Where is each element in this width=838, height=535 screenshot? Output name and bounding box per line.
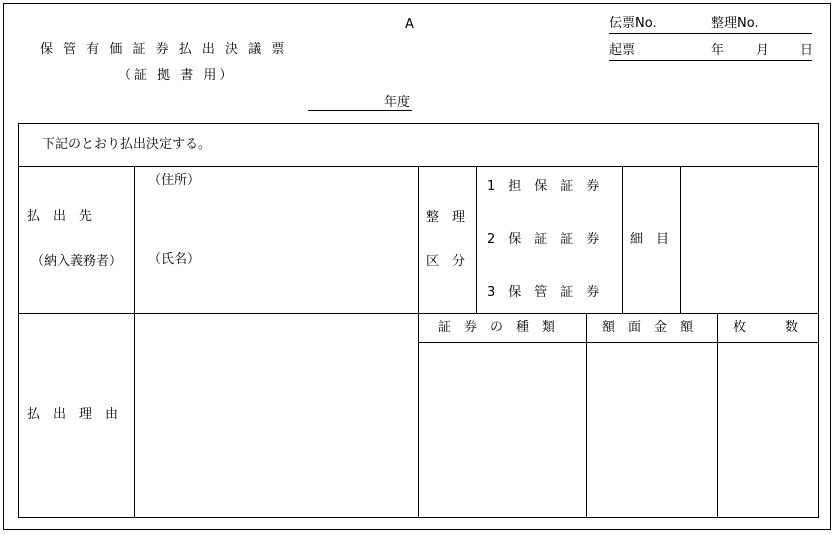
col-divider-detail [680, 166, 681, 313]
issue-date-line [609, 60, 812, 61]
issue-day-label: 日 [800, 43, 814, 58]
col-header-security-type: 証 券 の 種 類 [438, 320, 556, 335]
col-divider-label [134, 166, 135, 518]
slip-no-label: 伝票No. [609, 16, 657, 31]
detail-label: 細 目 [630, 232, 670, 247]
col-header-face-value: 額 面 金 額 [602, 320, 694, 335]
issue-year-label: 年 [711, 43, 725, 58]
col-divider-class-label [476, 166, 477, 313]
reason-label: 払 出 理 由 [27, 407, 119, 422]
fiscal-year-line [308, 110, 412, 111]
form-title: 保 管 有 価 証 券 払 出 決 議 票 [40, 42, 288, 57]
col-divider-mid [418, 166, 419, 518]
payee-sublabel: （納入義務者） [31, 254, 123, 269]
col-divider-face-value [586, 313, 587, 518]
col-divider-count [717, 313, 718, 518]
securities-header-divider [418, 342, 819, 343]
issue-month-label: 月 [756, 43, 770, 58]
form-subtitle: （証 拠 書 用） [118, 68, 236, 83]
classification-option-1: 1 担 保 証 券 [487, 179, 600, 194]
ref-no-label: 整理No. [711, 16, 759, 31]
address-label: （住所） [148, 173, 201, 188]
decision-statement: 下記のとおり払出決定する。 [42, 137, 212, 152]
col-header-count: 枚 数 [733, 320, 799, 335]
payee-label: 払 出 先 [27, 209, 93, 224]
col-divider-class-options [622, 166, 623, 313]
classification-label-bottom: 区 分 [426, 254, 466, 269]
classification-label-top: 整 理 [426, 210, 466, 225]
slip-no-line [609, 33, 812, 34]
name-label: （氏名） [148, 252, 201, 267]
copy-mark: A [405, 17, 414, 32]
classification-option-2: 2 保 証 証 券 [487, 232, 600, 247]
classification-option-3: 3 保 管 証 券 [487, 285, 600, 300]
fiscal-year-label: 年度 [384, 95, 411, 110]
issue-label: 起票 [609, 43, 636, 58]
